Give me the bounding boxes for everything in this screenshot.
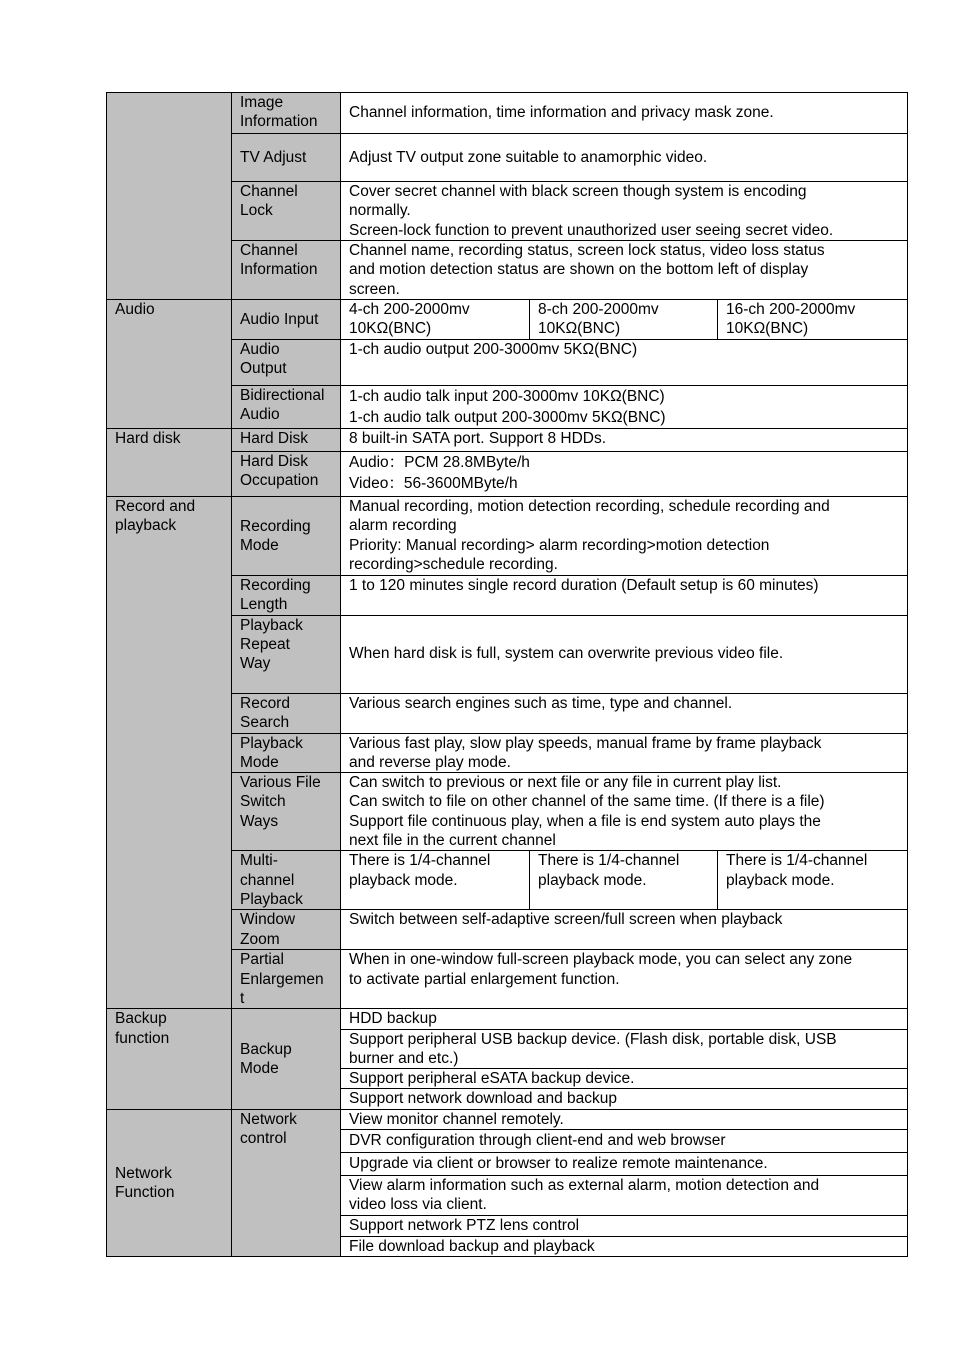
row-label: Hard Disk [232,429,341,452]
row-label: Various File Switch Ways [232,773,341,851]
row-value-col-3: There is 1/4-channel playback mode. [718,851,908,910]
row-label: Channel Lock [232,182,341,241]
row-value: Support network PTZ lens control [341,1216,908,1237]
row-label: Multi- channel Playback [232,851,341,910]
row-value: 8 built-in SATA port. Support 8 HDDs. [341,429,908,452]
row-value-col-2: There is 1/4-channel playback mode. [530,851,718,910]
row-value-col-3: 16-ch 200-2000mv 10KΩ(BNC) [718,300,908,340]
row-value: Adjust TV output zone suitable to anamorphic video. [341,134,908,182]
row-value: 1-ch audio talk input 200-3000mv 10KΩ(BNC) 1-ch audio talk output 200-3000mv 5KΩ(BNC) [341,386,908,429]
row-value: Switch between self-adaptive screen/full screen when playback [341,910,908,950]
row-value: Support peripheral eSATA backup device. [341,1069,908,1089]
row-label: Playback Repeat Way [232,615,341,693]
row-value: Various fast play, slow play speeds, manual frame by frame playback and reverse play mode. [341,733,908,773]
row-value-col-1: 4-ch 200-2000mv 10KΩ(BNC) [341,300,530,340]
row-label: Audio Input [232,300,341,340]
category-network: Network Function [107,1109,232,1257]
row-value: Support network download and backup [341,1089,908,1109]
row-value: Support peripheral USB backup device. (Flash disk, portable disk, USB burner and etc.) [341,1029,908,1069]
category-record-playback: Record and playback [107,497,232,1009]
row-value: Cover secret channel with black screen though system is encoding normally. Screen-lock function to prevent unauthorized user seeing secret video. [341,182,908,241]
row-value: Can switch to previous or next file or any file in current play list. Can switch to file on other channel of the same time. (If there is a file) Support file continuous play, when a file is end system auto plays the next file in the current channel [341,773,908,851]
row-label: Recording Mode [232,497,341,576]
table-row [107,429,908,452]
row-value: View alarm information such as external alarm, motion detection and video loss via client. [341,1176,908,1216]
category-backup: Backup function [107,1009,232,1109]
row-value: Manual recording, motion detection recording, schedule recording and alarm recording Priority: Manual recording> alarm recording>motion detection recording>schedule recording. [341,497,908,576]
row-value: When in one-window full-screen playback mode, you can select any zone to activate partial enlargement function. [341,950,908,1009]
row-label: Partial Enlargemen t [232,950,341,1009]
row-label: Recording Length [232,576,341,616]
table-row [107,1109,908,1129]
row-label: Bidirectional Audio [232,386,341,429]
table-row [107,497,908,576]
row-value-col-2: 8-ch 200-2000mv 10KΩ(BNC) [530,300,718,340]
row-value: Upgrade via client or browser to realize remote maintenance. [341,1153,908,1176]
row-value: When hard disk is full, system can overwrite previous video file. [341,615,908,693]
category-display [107,93,232,300]
row-value: HDD backup [341,1009,908,1029]
row-label: Audio Output [232,340,341,386]
row-value: File download backup and playback [341,1237,908,1257]
row-value: Channel name, recording status, screen lock status, video loss status and motion detection status are shown on the bottom left of display screen. [341,241,908,300]
row-value: Various search engines such as time, type and channel. [341,693,908,733]
table-row [107,300,908,340]
row-value: DVR configuration through client-end and web browser [341,1130,908,1153]
table-row [107,1009,908,1029]
row-label: TV Adjust [232,134,341,182]
row-label: Playback Mode [232,733,341,773]
row-value: 1-ch audio output 200-3000mv 5KΩ(BNC) [341,340,908,386]
row-value: View monitor channel remotely. [341,1109,908,1129]
category-audio: Audio [107,300,232,429]
row-label: Backup Mode [232,1009,341,1109]
row-label: Record Search [232,693,341,733]
row-value: Channel information, time information and privacy mask zone. [341,93,908,134]
specification-table [106,92,908,1257]
category-hard-disk: Hard disk [107,429,232,497]
row-label: Channel Information [232,241,341,300]
row-value: Audio：PCM 28.8MByte/h Video：56-3600MByte/h [341,452,908,497]
row-label: Hard Disk Occupation [232,452,341,497]
table-row [107,93,908,134]
row-label: Network control [232,1109,341,1257]
row-label: Image Information [232,93,341,134]
row-value-col-1: There is 1/4-channel playback mode. [341,851,530,910]
row-value: 1 to 120 minutes single record duration (Default setup is 60 minutes) [341,576,908,616]
row-label: Window Zoom [232,910,341,950]
